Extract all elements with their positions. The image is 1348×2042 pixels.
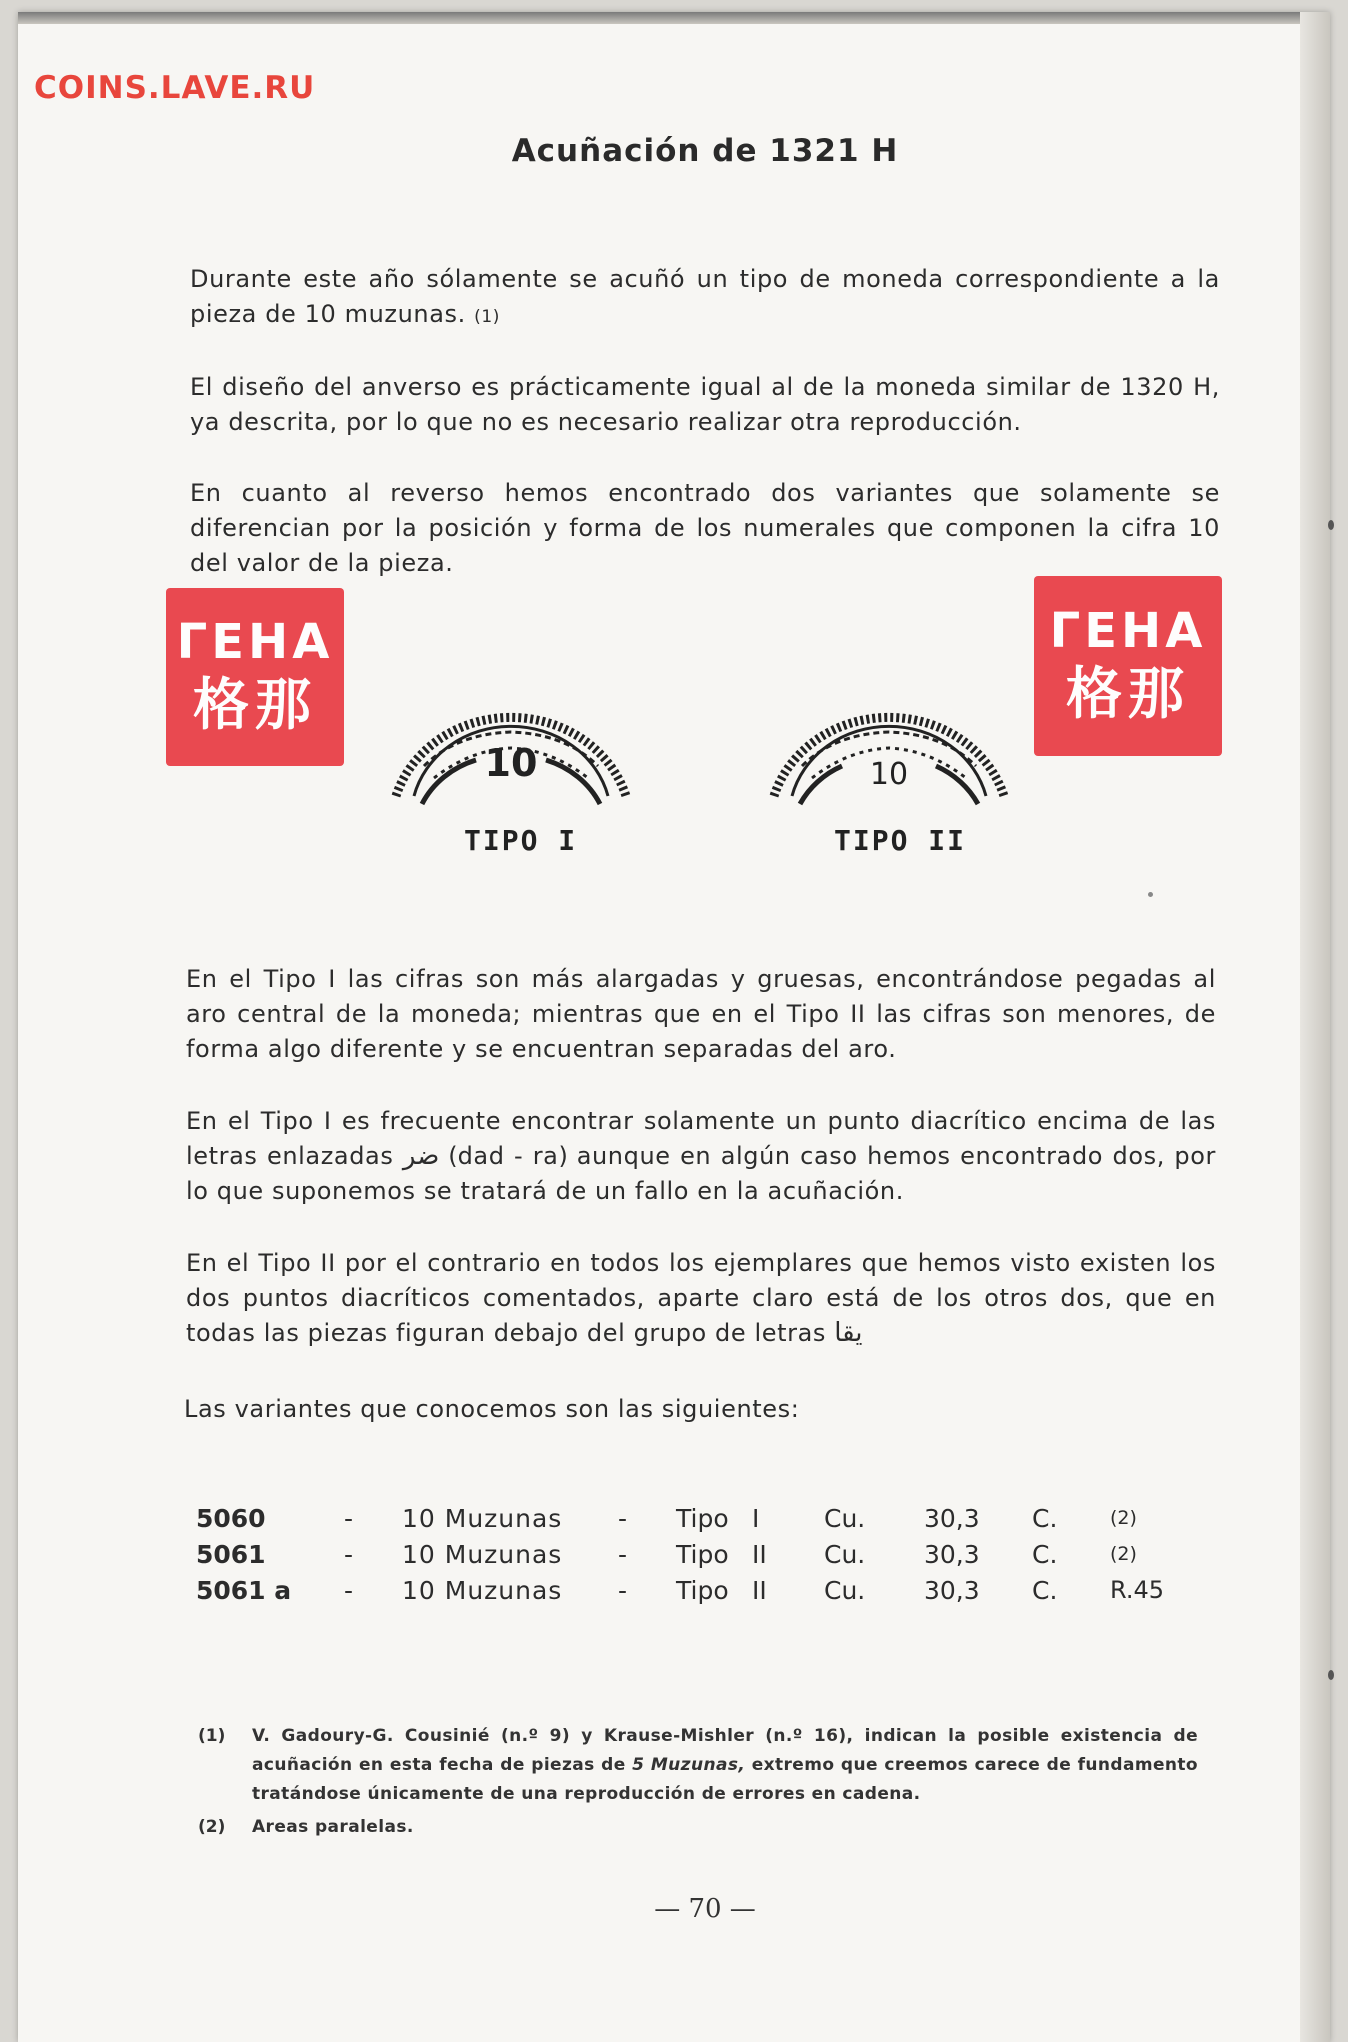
paragraph-intro xyxy=(190,262,1220,335)
caption-tipo-1: TIPO I xyxy=(464,824,578,857)
variant-tipo-label: Tipo xyxy=(676,1539,729,1569)
coin-numeral-tipo-1: 10 xyxy=(484,741,538,785)
stamp-cyrillic-text: ГЕНА xyxy=(176,614,334,670)
footnote-text: Areas paralelas. xyxy=(252,1817,414,1837)
footnote-1 xyxy=(198,1722,1198,1809)
paragraph-variants-intro: Las variantes que conocemos son las siguientes: xyxy=(184,1395,800,1423)
separator-dash: - xyxy=(618,1575,628,1605)
paper-speck xyxy=(1148,892,1153,897)
footnote-text-part: extremo que creemos carece de fundamento tratándose únicamente de una reproducción de errores en cadena. xyxy=(252,1755,1198,1804)
variant-tipo-number: II xyxy=(752,1539,767,1569)
variant-diameter: 30,3 xyxy=(924,1539,980,1569)
coin-numeral-tipo-2: 10 xyxy=(869,757,909,792)
variant-tipo-label: Tipo xyxy=(676,1575,729,1605)
paragraph-text: (dad - ra) aunque en algún caso hemos encontrado dos, por lo que suponemos se tratará de un fallo en la acuñación. xyxy=(186,1142,1216,1205)
variant-metal: Cu. xyxy=(824,1503,866,1533)
paper-speck xyxy=(1328,1670,1334,1680)
separator-dash: - xyxy=(344,1539,354,1569)
paragraph-text: En el Tipo I es frecuente encontrar solamente un punto diacrítico encima de las letras enlazadas xyxy=(186,1107,1216,1170)
table-row xyxy=(196,1500,1190,1536)
paper-speck xyxy=(1328,520,1334,530)
page-number: — 70 — xyxy=(654,1894,756,1924)
footnote-2 xyxy=(198,1813,1198,1842)
page-title: Acuñación de 1321 H xyxy=(511,133,899,169)
variants-table xyxy=(196,1500,1190,1608)
variant-denomination: 10 Muzunas xyxy=(402,1503,563,1533)
coin-reverse-drawing-tipo-2 xyxy=(764,696,1014,806)
variant-tipo-label: Tipo xyxy=(676,1503,729,1533)
table-row xyxy=(196,1536,1190,1572)
paragraph-tipo-comparison: En el Tipo I las cifras son más alargadas y gruesas, encontrándose pegadas al aro central de la moneda; mientras que en el Tipo II las cifras son menores, de forma algo diferente y se encuentran separadas del aro. xyxy=(186,965,1216,1063)
site-watermark: COINS.LAVE.RU xyxy=(34,70,316,106)
variant-note: (2) xyxy=(1110,1507,1137,1529)
variant-diameter: 30,3 xyxy=(924,1575,980,1605)
variant-tipo-number: II xyxy=(752,1575,767,1605)
paragraph-intro-text: Durante este año sólamente se acuñó un tipo de moneda correspondiente a la pieza de 10 muzunas. xyxy=(190,265,1220,328)
variant-denomination: 10 Muzunas xyxy=(402,1575,563,1605)
page-top-edge xyxy=(18,12,1330,24)
stamp-chinese-text: 格那 xyxy=(1066,661,1190,727)
red-seal-stamp-right xyxy=(1034,576,1222,756)
variant-code: 5060 xyxy=(196,1503,266,1533)
paragraph-tipo-2-diacritic xyxy=(186,1246,1216,1351)
variant-tipo-number: I xyxy=(752,1503,760,1533)
footnotes xyxy=(198,1722,1198,1842)
separator-dash: - xyxy=(618,1539,628,1569)
paragraph-text: En el Tipo II por el contrario en todos los ejemplares que hemos visto existen los dos puntos diacríticos comentados, aparte claro está de los otros dos, que en todas las piezas figuran debajo del grupo de letras xyxy=(186,1249,1216,1347)
footnote-text-part: V. Gadoury-G. Cousinié (n.º 9) y Krause-Mishler (n.º 16), indican la posible existencia de acuñación en esta fecha de piezas de xyxy=(252,1726,1198,1775)
stamp-chinese-text: 格那 xyxy=(193,672,317,738)
variant-rarity: C. xyxy=(1032,1503,1058,1533)
variant-code: 5061 xyxy=(196,1539,266,1569)
separator-dash: - xyxy=(618,1503,628,1533)
footnote-ref-1: (1) xyxy=(474,307,500,327)
page-right-edge xyxy=(1300,12,1330,2042)
separator-dash: - xyxy=(344,1503,354,1533)
separator-dash: - xyxy=(344,1575,354,1605)
variant-note: R.45 xyxy=(1110,1576,1164,1604)
variant-metal: Cu. xyxy=(824,1575,866,1605)
arabic-letter-group: يقا xyxy=(834,1318,863,1348)
variant-note: (2) xyxy=(1110,1543,1137,1565)
variant-denomination: 10 Muzunas xyxy=(402,1539,563,1569)
table-row xyxy=(196,1572,1190,1608)
variant-rarity: C. xyxy=(1032,1575,1058,1605)
variant-code: 5061 a xyxy=(196,1575,292,1605)
arabic-letters-dad-ra: ضر xyxy=(402,1141,440,1171)
variant-metal: Cu. xyxy=(824,1539,866,1569)
stamp-cyrillic-text: ГЕНА xyxy=(1049,603,1207,659)
footnote-emphasis: 5 Muzunas, xyxy=(632,1755,746,1775)
paragraph-reverse: En cuanto al reverso hemos encontrado dos variantes que solamente se diferencian por la posición y forma de los numerales que componen la cifra 10 del valor de la pieza. xyxy=(190,479,1220,577)
footnote-text xyxy=(252,1722,1198,1809)
paragraph-tipo-1-diacritic xyxy=(186,1104,1216,1209)
variant-diameter: 30,3 xyxy=(924,1503,980,1533)
variant-rarity: C. xyxy=(1032,1539,1058,1569)
footnote-number: (2) xyxy=(198,1817,226,1837)
paragraph-obverse: El diseño del anverso es prácticamente igual al de la moneda similar de 1320 H, ya descrita, por lo que no es necesario realizar otra reproducción. xyxy=(190,373,1220,436)
footnote-number: (1) xyxy=(198,1726,226,1746)
red-seal-stamp-left xyxy=(166,588,344,766)
coin-reverse-drawing-tipo-1 xyxy=(386,696,636,806)
caption-tipo-2: TIPO II xyxy=(834,824,967,857)
